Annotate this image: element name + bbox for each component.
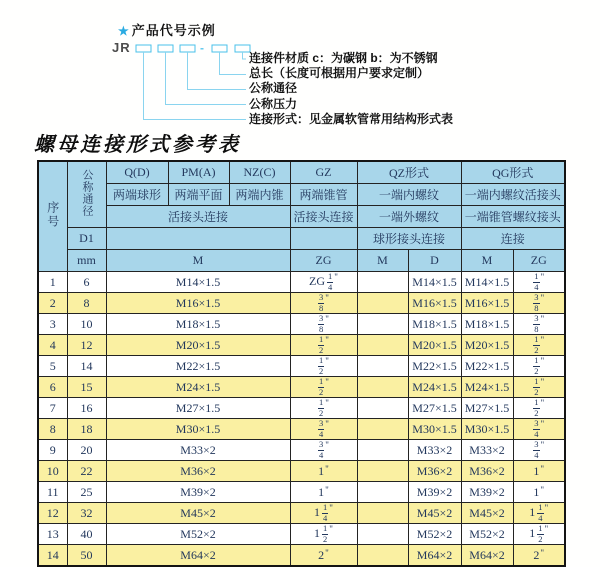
cell-qg-m: M36×2 <box>461 461 513 482</box>
cell-dn-mm: 40 <box>67 524 106 545</box>
cell-no: 10 <box>38 461 67 482</box>
cell-qg-zg: $\frac{3}{8}$ " <box>513 293 565 314</box>
header-qz-connection: 球形接头连接 <box>357 228 461 250</box>
cell-qz-d: M16×1.5 <box>408 293 461 314</box>
cell-no: 14 <box>38 545 67 567</box>
cell-qz-m <box>357 314 408 335</box>
header-nz: NZ(C) <box>229 161 290 184</box>
nut-connection-reference-table <box>37 160 566 567</box>
cell-qz-d: M33×2 <box>408 440 461 461</box>
cell-gz: 1" <box>290 482 357 503</box>
header-unit-mm: mm <box>67 250 106 272</box>
star-icon: ★ <box>118 24 130 38</box>
header-qg-desc2: 一端锥管螺纹接头 <box>461 206 565 228</box>
cell-qg-zg: $\frac{1}{2}$ " <box>513 377 565 398</box>
header-unit-qz-m: M <box>357 250 408 272</box>
cell-qz-m <box>357 398 408 419</box>
cell-qg-m: M22×1.5 <box>461 356 513 377</box>
cell-qg-zg: 1 $\frac{1}{4}$ " <box>513 503 565 524</box>
table-row <box>38 503 565 524</box>
header-union-connection: 活接头连接 <box>106 206 290 228</box>
cell-qz-m <box>357 440 408 461</box>
cell-dn-mm: 16 <box>67 398 106 419</box>
code-prefix-label: JR <box>112 40 131 55</box>
cell-m: M64×2 <box>106 545 290 567</box>
cell-qg-zg: $\frac{1}{2}$ " <box>513 335 565 356</box>
header-pm-desc: 两端平面 <box>168 184 229 206</box>
cell-qg-zg: $\frac{3}{8}$ " <box>513 314 565 335</box>
cell-gz: 1" <box>290 461 357 482</box>
cell-qg-m: M27×1.5 <box>461 398 513 419</box>
header-pm: PM(A) <box>168 161 229 184</box>
table-row <box>38 398 565 419</box>
cell-qz-d: M27×1.5 <box>408 398 461 419</box>
cell-qg-m: M52×2 <box>461 524 513 545</box>
cell-qg-zg: $\frac{3}{4}$ " <box>513 440 565 461</box>
callout-connector-lines <box>144 52 247 120</box>
callout-total-length: 总长（长度可根据用户要求定制） <box>249 66 430 81</box>
product-code-example-title <box>118 20 216 39</box>
cell-m: M16×1.5 <box>106 293 290 314</box>
cell-qz-d: M36×2 <box>408 461 461 482</box>
header-unit-qz-d: D <box>408 250 461 272</box>
header-qz-desc2: 一端外螺纹 <box>357 206 461 228</box>
cell-qz-d: M14×1.5 <box>408 272 461 293</box>
cell-qz-m <box>357 419 408 440</box>
header-gz: GZ <box>290 161 357 184</box>
cell-m: M45×2 <box>106 503 290 524</box>
table-row <box>38 419 565 440</box>
example-title-text: 产品代号示例 <box>131 23 216 38</box>
cell-gz: $\frac{3}{4}$ " <box>290 440 357 461</box>
callout-nominal-pressure: 公称压力 <box>249 96 298 111</box>
header-qz-desc1: 一端内螺纹 <box>357 184 461 206</box>
cell-dn-mm: 18 <box>67 419 106 440</box>
cell-qg-zg: 1 $\frac{1}{2}$ " <box>513 524 565 545</box>
callout-connection-form: 连接形式：见金属软管常用结构形式表 <box>249 111 454 126</box>
cell-qz-d: M18×1.5 <box>408 314 461 335</box>
cell-m: M39×2 <box>106 482 290 503</box>
table-row <box>38 461 565 482</box>
header-qg-connection: 连接 <box>461 228 565 250</box>
cell-qg-zg: 2" <box>513 545 565 567</box>
cell-no: 7 <box>38 398 67 419</box>
cell-qz-m <box>357 482 408 503</box>
cell-no: 13 <box>38 524 67 545</box>
header-gz-union-connection: 活接头连接 <box>290 206 357 228</box>
cell-gz: $\frac{1}{2}$ " <box>290 377 357 398</box>
code-separator: - <box>200 41 204 55</box>
cell-m: M20×1.5 <box>106 335 290 356</box>
cell-no: 8 <box>38 419 67 440</box>
cell-no: 9 <box>38 440 67 461</box>
cell-qg-m: M20×1.5 <box>461 335 513 356</box>
cell-dn-mm: 15 <box>67 377 106 398</box>
cell-no: 2 <box>38 293 67 314</box>
cell-qz-d: M22×1.5 <box>408 356 461 377</box>
cell-qg-zg: $\frac{1}{4}$ " <box>513 272 565 293</box>
cell-qz-d: M24×1.5 <box>408 377 461 398</box>
cell-qg-m: M33×2 <box>461 440 513 461</box>
cell-qg-m: M18×1.5 <box>461 314 513 335</box>
cell-gz: ZG $\frac{1}{4}$ " <box>290 272 357 293</box>
header-unit-m: M <box>106 250 290 272</box>
callout-material: 连接件材质 c：为碳钢 b：为不锈钢 <box>249 51 438 65</box>
cell-qg-m: M64×2 <box>461 545 513 567</box>
cell-gz: $\frac{3}{8}$ " <box>290 314 357 335</box>
header-unit-zg: ZG <box>290 250 357 272</box>
cell-qz-m <box>357 377 408 398</box>
cell-qz-m <box>357 272 408 293</box>
cell-dn-mm: 10 <box>67 314 106 335</box>
cell-qg-zg: 1" <box>513 461 565 482</box>
cell-qg-m: M39×2 <box>461 482 513 503</box>
cell-gz: $\frac{1}{2}$ " <box>290 398 357 419</box>
table-header <box>38 161 565 272</box>
cell-gz: $\frac{1}{2}$ " <box>290 335 357 356</box>
cell-qg-zg: 1" <box>513 482 565 503</box>
table-row <box>38 314 565 335</box>
cell-no: 5 <box>38 356 67 377</box>
header-q: Q(D) <box>106 161 168 184</box>
table-row <box>38 272 565 293</box>
cell-dn-mm: 22 <box>67 461 106 482</box>
cell-m: M27×1.5 <box>106 398 290 419</box>
cell-m: M24×1.5 <box>106 377 290 398</box>
cell-dn-mm: 50 <box>67 545 106 567</box>
cell-qz-m <box>357 356 408 377</box>
cell-m: M14×1.5 <box>106 272 290 293</box>
cell-qg-m: M14×1.5 <box>461 272 513 293</box>
cell-dn-mm: 32 <box>67 503 106 524</box>
cell-qz-d: M39×2 <box>408 482 461 503</box>
cell-m: M52×2 <box>106 524 290 545</box>
cell-dn-mm: 6 <box>67 272 106 293</box>
cell-qz-d: M30×1.5 <box>408 419 461 440</box>
cell-no: 3 <box>38 314 67 335</box>
header-empty-left <box>106 228 290 250</box>
table-row <box>38 440 565 461</box>
header-empty-gz <box>290 228 357 250</box>
cell-qz-m <box>357 524 408 545</box>
table-title: 螺母连接形式参考表 <box>34 134 241 156</box>
cell-qz-d: M45×2 <box>408 503 461 524</box>
table-row <box>38 293 565 314</box>
cell-no: 11 <box>38 482 67 503</box>
cell-no: 6 <box>38 377 67 398</box>
cell-qg-m: M30×1.5 <box>461 419 513 440</box>
cell-qg-zg: $\frac{1}{2}$ " <box>513 356 565 377</box>
cell-no: 1 <box>38 272 67 293</box>
cell-dn-mm: 20 <box>67 440 106 461</box>
table-body <box>38 272 565 567</box>
cell-qz-m <box>357 461 408 482</box>
header-nz-desc: 两端内锥 <box>229 184 290 206</box>
header-serial-no: 序号 <box>38 161 67 272</box>
cell-qz-m <box>357 335 408 356</box>
cell-m: M30×1.5 <box>106 419 290 440</box>
cell-m: M36×2 <box>106 461 290 482</box>
cell-qz-m <box>357 545 408 567</box>
cell-gz: 1 $\frac{1}{2}$ " <box>290 524 357 545</box>
callout-nominal-diameter: 公称通径 <box>249 81 298 96</box>
cell-qg-zg: $\frac{3}{4}$ " <box>513 419 565 440</box>
cell-gz: $\frac{1}{2}$ " <box>290 356 357 377</box>
header-d1: D1 <box>67 228 106 250</box>
cell-dn-mm: 25 <box>67 482 106 503</box>
product-code-diagram <box>0 0 600 126</box>
header-q-desc: 两端球形 <box>106 184 168 206</box>
table-row <box>38 335 565 356</box>
cell-m: M33×2 <box>106 440 290 461</box>
cell-dn-mm: 14 <box>67 356 106 377</box>
cell-qg-m: M16×1.5 <box>461 293 513 314</box>
cell-dn-mm: 8 <box>67 293 106 314</box>
cell-no: 4 <box>38 335 67 356</box>
cell-qz-m <box>357 293 408 314</box>
cell-no: 12 <box>38 503 67 524</box>
cell-gz: 1 $\frac{1}{4}$ " <box>290 503 357 524</box>
header-qz: QZ形式 <box>357 161 461 184</box>
cell-m: M18×1.5 <box>106 314 290 335</box>
cell-qz-d: M52×2 <box>408 524 461 545</box>
header-nominal-diameter: 公称通径 <box>67 161 106 228</box>
table-row <box>38 524 565 545</box>
cell-qz-m <box>357 503 408 524</box>
header-qg-desc1: 一端内螺纹活接头 <box>461 184 565 206</box>
code-callout-list <box>249 51 453 127</box>
cell-dn-mm: 12 <box>67 335 106 356</box>
cell-qg-m: M24×1.5 <box>461 377 513 398</box>
cell-m: M22×1.5 <box>106 356 290 377</box>
table-row <box>38 545 565 567</box>
header-qg: QG形式 <box>461 161 565 184</box>
table-row <box>38 356 565 377</box>
table-row <box>38 482 565 503</box>
table-row <box>38 377 565 398</box>
cell-qz-d: M64×2 <box>408 545 461 567</box>
cell-qg-zg: $\frac{1}{2}$ " <box>513 398 565 419</box>
cell-gz: $\frac{3}{8}$ " <box>290 293 357 314</box>
header-unit-qg-m: M <box>461 250 513 272</box>
cell-qg-m: M45×2 <box>461 503 513 524</box>
header-unit-qg-zg: ZG <box>513 250 565 272</box>
header-gz-desc: 两端锥管 <box>290 184 357 206</box>
cell-qz-d: M20×1.5 <box>408 335 461 356</box>
code-box-icon <box>136 45 250 52</box>
cell-gz: 2" <box>290 545 357 567</box>
cell-gz: $\frac{3}{4}$ " <box>290 419 357 440</box>
